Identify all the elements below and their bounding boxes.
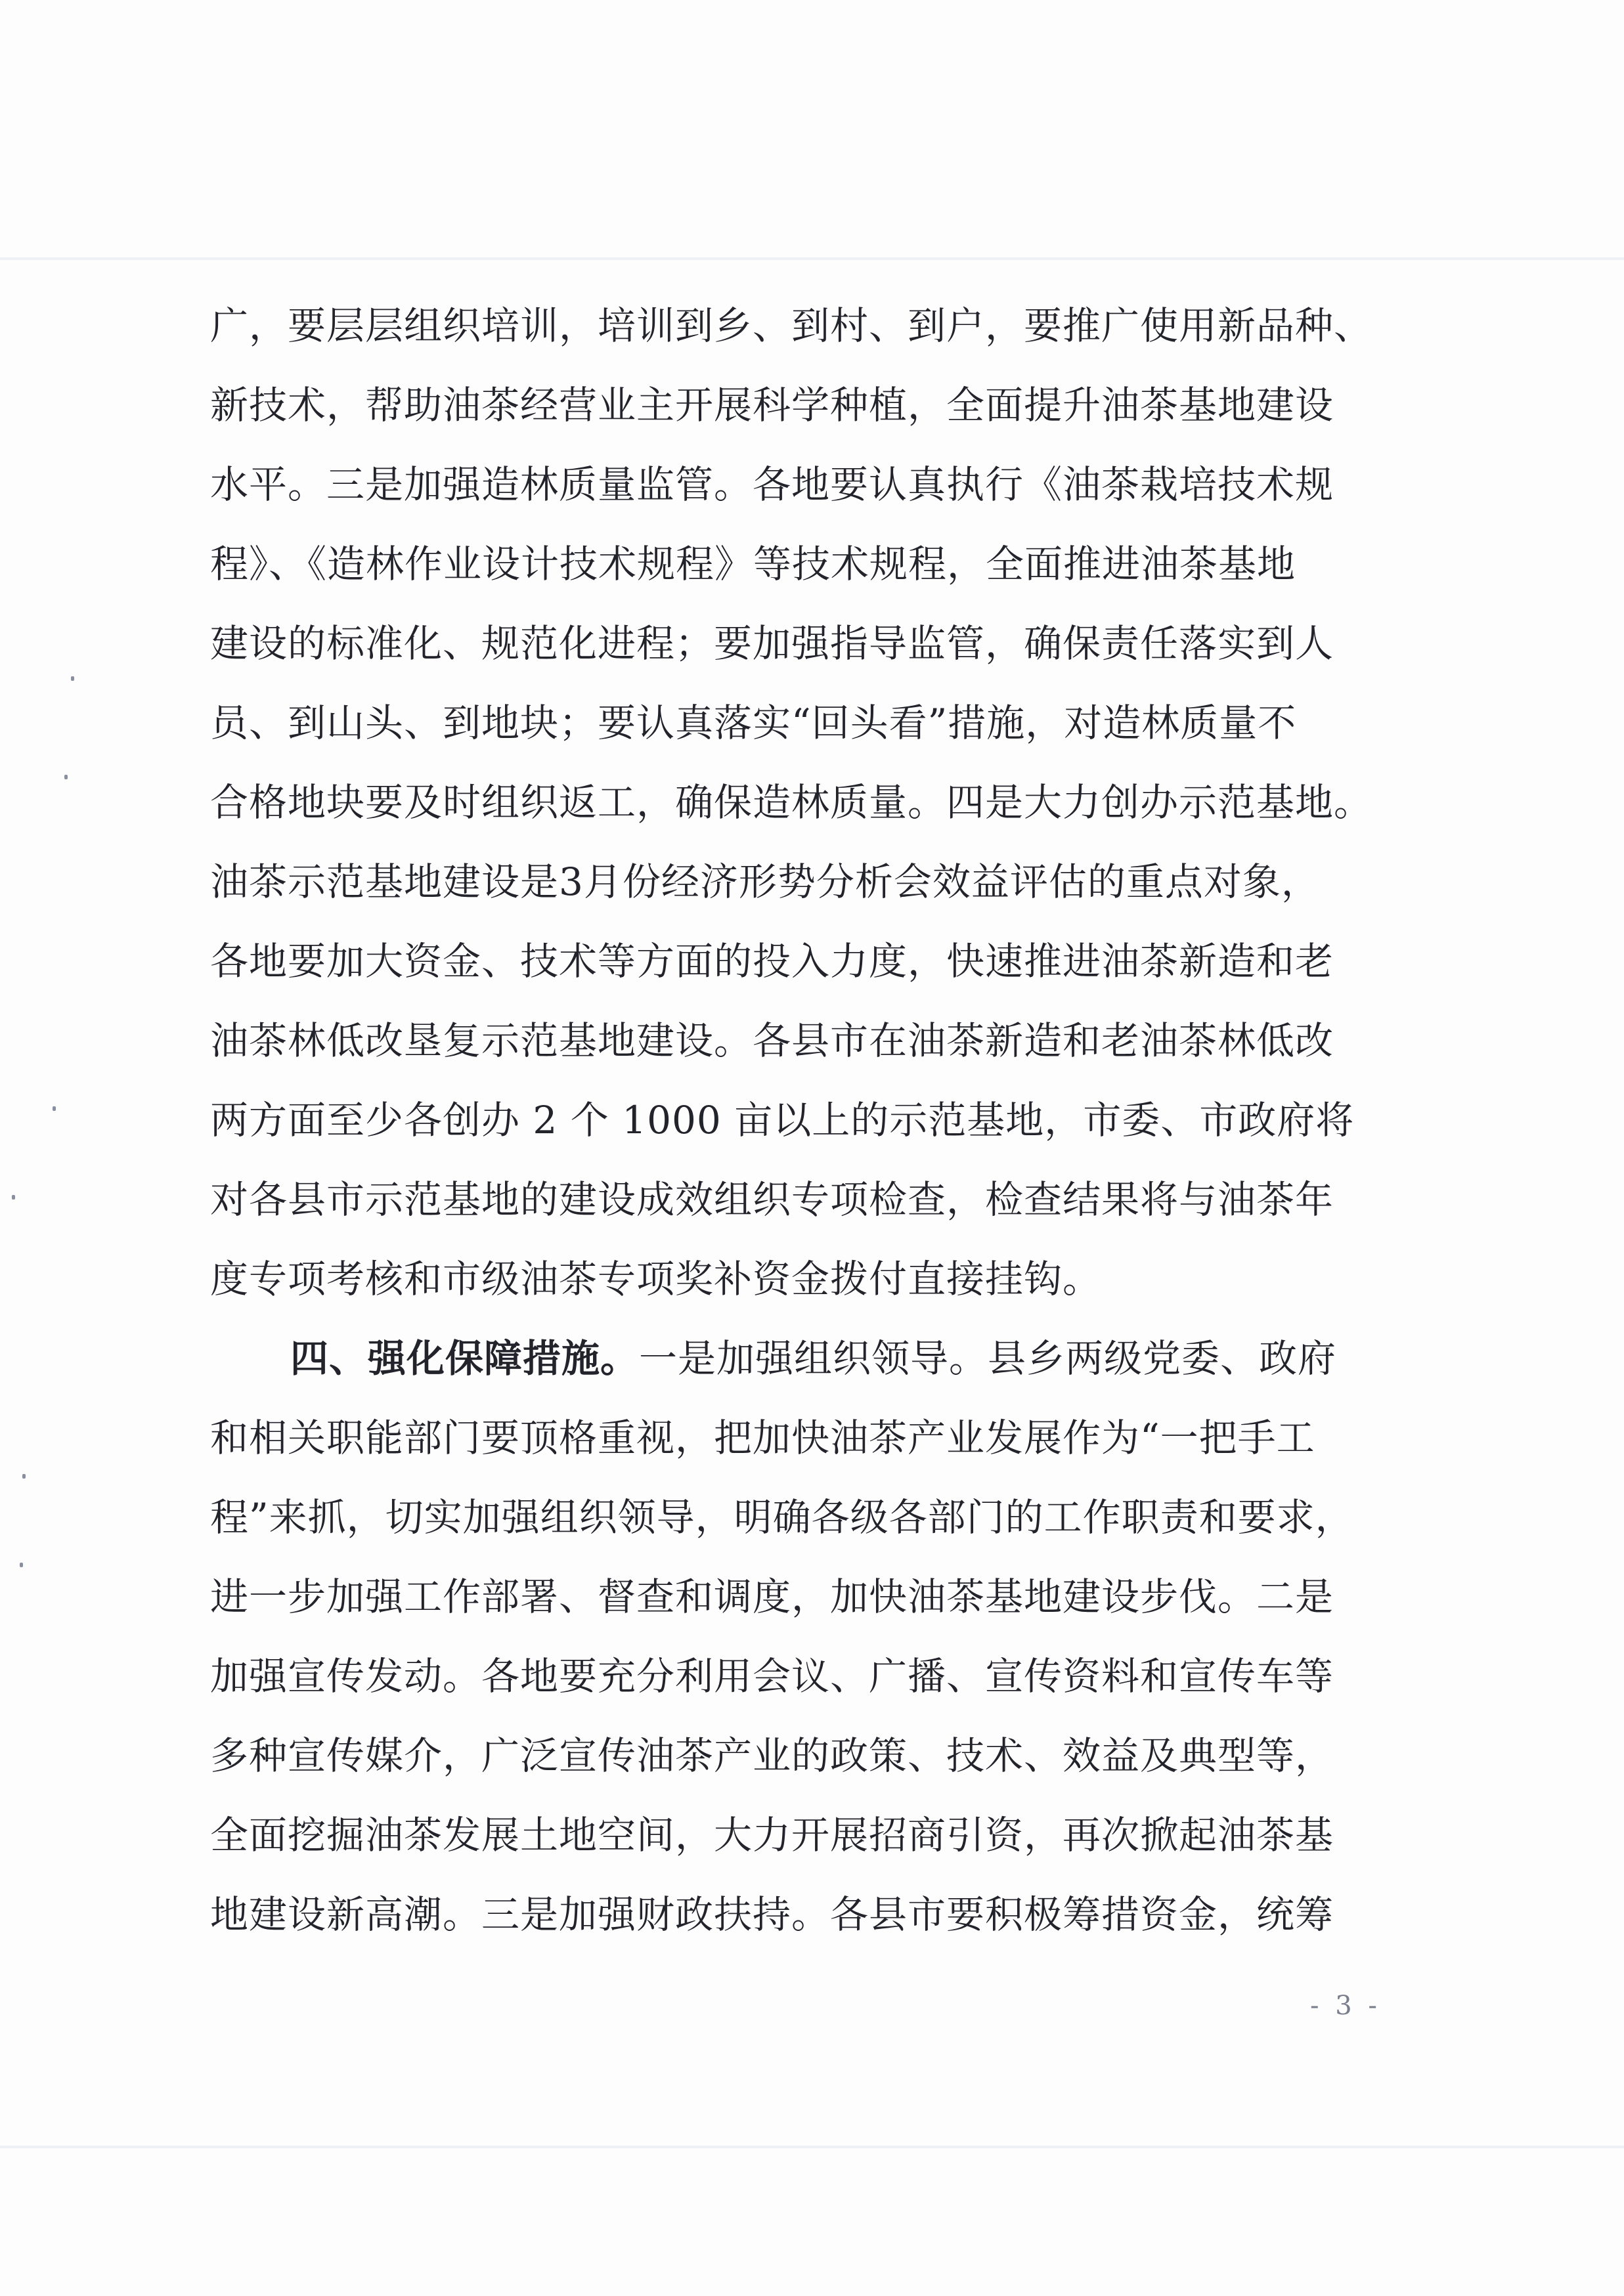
text-line: 程”来抓，切实加强组织领导，明确各级各部门的工作职责和要求，: [210, 1495, 1354, 1540]
section-4-first-line: [210, 1319, 1458, 1398]
text-line: 建设的标准化、规范化进程；要加强指导监管，确保责任落实到人: [210, 621, 1334, 666]
section-4-first-line-text: 一是加强组织领导。县乡两级党委、政府: [639, 1336, 1337, 1381]
scan-artifact-band-top: [0, 257, 1624, 260]
section-4-paragraph: [210, 1319, 1458, 1955]
page-number: - 3 -: [1310, 1991, 1381, 2021]
text-line: 新技术，帮助油茶经营业主开展科学种植，全面提升油茶基地建设: [210, 383, 1334, 427]
scan-speck: [12, 1195, 15, 1200]
scan-speck: [71, 676, 74, 681]
section-4-heading: 四、强化保障措施。: [290, 1336, 640, 1381]
text-line: 加强宣传发动。各地要充分利用会议、广播、宣传资料和宣传车等: [210, 1654, 1334, 1699]
text-line: 员、到山头、到地块；要认真落实“回头看”措施，对造林质量不: [210, 701, 1297, 745]
text-line: 油茶林低改垦复示范基地建设。各县市在油茶新造和老油茶林低改: [210, 1018, 1334, 1063]
text-line: 油茶示范基地建设是3月份经济形势分析会效益评估的重点对象，: [210, 859, 1320, 904]
scan-speck: [22, 1474, 26, 1479]
scan-speck: [20, 1563, 23, 1567]
scan-speck: [64, 775, 68, 779]
text-line: 进一步加强工作部署、督查和调度，加快油茶基地建设步伐。二是: [210, 1574, 1334, 1619]
text-line: 全面挖掘油茶发展土地空间，大力开展招商引资，再次掀起油茶基: [210, 1813, 1334, 1857]
text-line: 合格地块要及时组织返工，确保造林质量。四是大力创办示范基地。: [210, 780, 1373, 825]
text-line: 和相关职能部门要顶格重视，把加快油茶产业发展作为“一把手工: [210, 1416, 1315, 1460]
text-line: 对各县市示范基地的建设成效组织专项检查，检查结果将与油茶年: [210, 1177, 1334, 1222]
text-line: 广，要层层组织培训，培训到乡、到村、到户，要推广使用新品种、: [210, 303, 1373, 348]
text-line: 程》、《造林作业设计技术规程》等技术规程，全面推进油茶基地: [210, 542, 1296, 586]
text-line: 各地要加大资金、技术等方面的投入力度，快速推进油茶新造和老: [210, 939, 1334, 984]
text-line: 两方面至少各创办 2 个 1000 亩以上的示范基地，市委、市政府将: [210, 1098, 1355, 1142]
text-line: 多种宣传媒介，广泛宣传油茶产业的政策、技术、效益及典型等，: [210, 1733, 1334, 1778]
text-line: 地建设新高潮。三是加强财政扶持。各县市要积极筹措资金，统筹: [210, 1892, 1334, 1937]
text-line: 水平。三是加强造林质量监管。各地要认真执行《油茶栽培技术规: [210, 462, 1334, 507]
scan-artifact-band-bottom: [0, 2146, 1624, 2148]
scan-speck: [53, 1106, 56, 1111]
paragraph-continued: [210, 286, 1458, 1319]
text-line: 度专项考核和市级油茶专项奖补资金拨付直接挂钩。: [210, 1257, 1102, 1301]
